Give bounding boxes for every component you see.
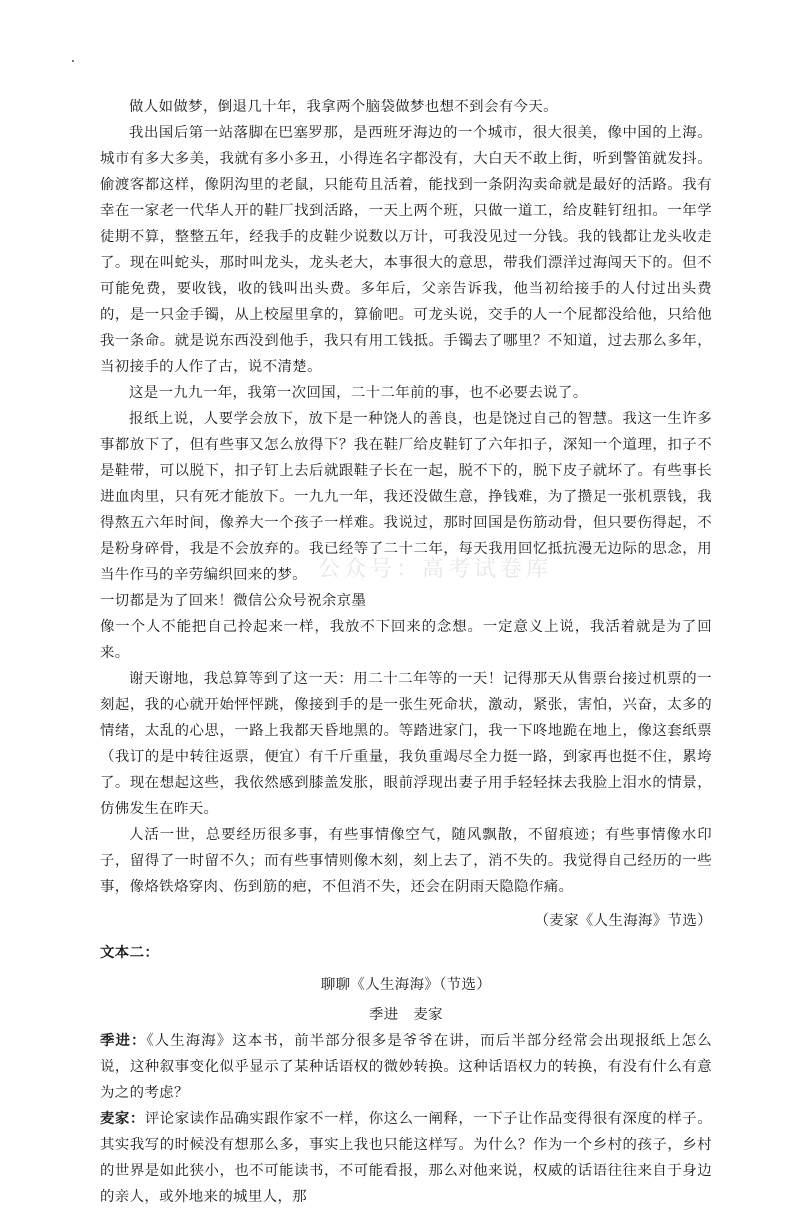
dialogue-text: 评论家读作品确实跟作家不一样，你这么一阐释，一下子让作品变得很有深度的样子。其实我写的时候没有想那么多，事实上我也只能这样写。为什么？作为一个乡村的孩子，乡村的世界是如此狭小，也不可能读书，不可能看报，那么对他来说，权威的话语往往来自于身边的亲人，或外地来的城里人，那 [100, 1111, 713, 1205]
paragraph-4: 报纸上说，人要学会放下，放下是一种饶人的善良，也是饶过自己的智慧。我这一生许多事都放下了，但有些事又怎么放得下？我在鞋厂给皮鞋钉了六年扣子，深知一个道理，扣子不是鞋带，可以脱下，扣子钉上去后就跟鞋子长在一起，脱不下的，脱下皮子就坏了。有些事长进血肉里，只有死才能放下。一九九一年，我还没做生意，挣钱难，为了攒足一张机票钱，我得熬五六年时间，像养大一个孩子一样难。我说过，那时回国是伤筋动骨，但只要伤得起，不是粉身碎骨，我是不会放弃的。我已经等了二十二年，每天我用回忆抵抗漫无边际的思念，用当牛作马的辛劳编织回来的梦。 [100, 411, 712, 583]
watermark: 公众号：高考试卷库 [318, 557, 553, 582]
paragraph-3: 这是一九九一年，我第一次回国，二十二年前的事，也不必要去说了。 [129, 385, 588, 401]
paragraph-2: 我出国后第一站落脚在巴塞罗那，是西班牙海边的一个城市，很大很美，像中国的上海。城市有多大多美，我就有多小多丑，小得连名字都没有，大白天不敢上街，听到警笛就发抖。偷渡客都这样，像阴沟里的老鼠，只能苟且活着，能找到一条阴沟卖命就是最好的活路。我有幸在一家老一代华人开的鞋厂找到活路，一天上两个班，只做一道工，给皮鞋钉纽扣。一年学徒期不算，整整五年，经我手的皮鞋少说数以万计，可我没见过一分钱。我的钱都让龙头收走了。现在叫蛇头，那时叫龙头，龙头老大，本事很大的意思，带我们漂洋过海闯天下的。但不可能免费，要收钱，收的钱叫出头费。多年后，父亲告诉我，他当初给接手的人付过出头费的，是一只金手镯，从上校屋里拿的，算偷吧。可龙头说，交手的人一个屁都没给他，只给他我一条命。就是说东西没到他手，我只有用工钱抵。手镯去了哪里？不知道，过去那么多年，当初接手的人作了古，说不清楚。 [100, 125, 712, 375]
paragraph-6: 像一个人不能把自己拎起来一样，我放不下回来的念想。一定意义上说，我活着就是为了回来。 [100, 619, 712, 661]
paragraph-5: 一切都是为了回来！微信公众号祝余京墨 [100, 593, 367, 609]
article-title: 聊聊《人生海海》（节选） [320, 977, 492, 993]
dialogue-text: 《人生海海》这本书，前半部分很多是爷爷在讲，而后半部分经常会出现报纸上怎么说，这种叙事变化似乎显示了某种话语权的微妙转换。这种话语权力的转换，有没有什么有意为之的考虑？ [100, 1033, 712, 1101]
paragraph-8: 人活一世，总要经历很多事，有些事情像空气，随风飘散，不留痕迹；有些事情像水印子，留得了一时留不久；而有些事情则像木刻，刻上去了，消不失的。我觉得自己经历的一些事，像烙铁烙穿肉、伤到筋的疤，不但消不失，还会在阴雨天隐隐作痛。 [100, 827, 712, 895]
speaker-label: 季进： [100, 1032, 147, 1049]
text-body [100, 94, 712, 1210]
source-citation: （麦家《人生海海》节选） [534, 913, 712, 929]
paragraph-7: 谢天谢地，我总算等到了这一天：用二十二年等的一天！记得那天从售票台接过机票的一刻起，我的心就开始怦怦跳，像接到手的是一张生死命状，激动，紧张，害怕，兴奋，太多的情绪，太乱的心思，一路上我都天昏地黑的。等踏进家门，我一下咚地跪在地上，像这套纸票（我订的是中转往返票，便宜）有千斤重量，我负重竭尽全力挺一路，到家再也挺不住，累垮了。现在想起这些，我依然感到膝盖发胀，眼前浮现出妻子用手轻轻抹去我脸上泪水的情景，仿佛发生在昨天。 [100, 671, 712, 817]
article-authors: 季进 麦家 [369, 1007, 443, 1023]
paragraph-1: 做人如做梦，倒退几十年，我拿两个脑袋做梦也想不到会有今天。 [129, 99, 558, 115]
dialogue-entry [100, 1028, 712, 1106]
scan-speck [72, 60, 74, 62]
section-label: 文本二： [100, 944, 160, 961]
dialogue-entry [100, 1106, 712, 1210]
speaker-label: 麦家： [100, 1110, 145, 1127]
